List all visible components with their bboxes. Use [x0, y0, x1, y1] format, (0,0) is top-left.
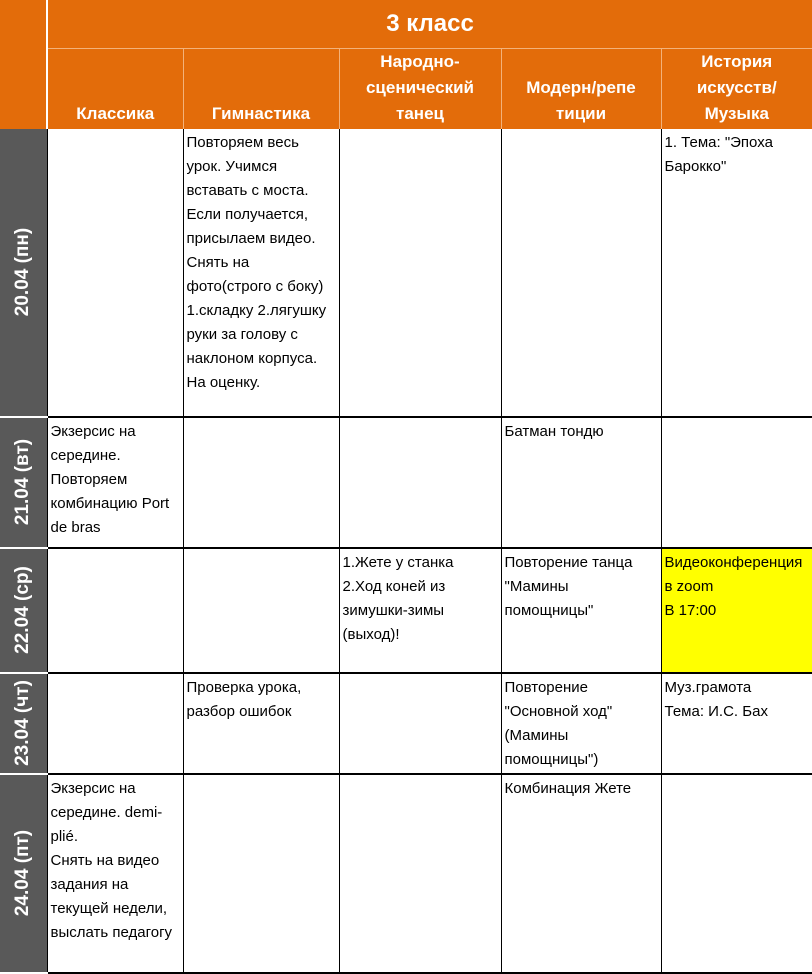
day-label: 21.04 (вт) — [12, 438, 34, 526]
col-header-folk-dance — [339, 48, 501, 129]
day-label-cell — [0, 774, 47, 973]
day-label-cell — [0, 129, 47, 417]
cell-text: Экзерсис на середине. demi-plié. Снять на видео задания на текущей недели, выслать педагогу — [50, 779, 173, 941]
day-label: 22.04 (ср) — [12, 566, 34, 654]
table-cell — [339, 673, 501, 774]
table-cell — [501, 417, 661, 548]
table-cell — [47, 548, 183, 673]
table-cell — [47, 417, 183, 548]
table-cell — [661, 417, 812, 548]
table-row — [0, 673, 812, 774]
table-row — [0, 774, 812, 973]
table-cell — [183, 129, 339, 417]
cell-text: Повторение "Основной ход" (Мамины помощницы") — [504, 678, 613, 768]
table-cell — [661, 129, 812, 417]
cell-text: Повторение танца "Мамины помощницы" — [504, 553, 633, 619]
column-header-row — [0, 48, 812, 129]
table-cell — [47, 673, 183, 774]
table-row — [0, 548, 812, 673]
corner-cell — [0, 0, 47, 129]
col-header-gymnastics — [183, 48, 339, 129]
cell-text: 1. Тема: "Эпоха Барокко" — [664, 133, 773, 175]
cell-text: Батман тондю — [504, 422, 604, 440]
table-cell — [183, 774, 339, 973]
day-label-cell — [0, 548, 47, 673]
table-cell — [183, 673, 339, 774]
cell-text: Экзерсис на середине. Повторяем комбинацию Port de bras — [50, 422, 170, 536]
table-cell — [47, 774, 183, 973]
cell-text: Видеоконференция в zoom В 17:00 — [664, 553, 803, 619]
col-header-gymnastics-label: Гимнастика — [211, 103, 311, 123]
table-row — [0, 129, 812, 417]
cell-text: Проверка урока, разбор ошибок — [186, 678, 302, 720]
cell-text: Муз.грамота Тема: И.С. Бах — [664, 678, 768, 720]
table-cell — [501, 774, 661, 973]
col-header-folk-dance-label: Народно- сценический танец — [365, 51, 475, 123]
table-cell — [501, 548, 661, 673]
title-row — [0, 0, 812, 48]
table-cell — [661, 673, 812, 774]
col-header-classic — [47, 48, 183, 129]
cell-text: Комбинация Жете — [504, 779, 632, 797]
day-label: 24.04 (пт) — [12, 829, 34, 917]
table-row — [0, 417, 812, 548]
col-header-classic-label: Классика — [76, 103, 155, 123]
table-cell — [339, 417, 501, 548]
table-cell — [183, 548, 339, 673]
col-header-history-music — [661, 48, 812, 129]
table-cell — [501, 673, 661, 774]
highlighted-cell — [661, 548, 812, 673]
day-label: 20.04 (пн) — [12, 227, 34, 317]
table-cell — [339, 774, 501, 973]
day-label: 23.04 (чт) — [12, 680, 34, 766]
col-header-history-music-label: История искусств/ Музыка — [696, 51, 777, 123]
table-cell — [501, 129, 661, 417]
cell-text: 1.Жете у станка 2.Ход коней из зимушки-зимы (выход)! — [342, 553, 454, 643]
table-cell — [183, 417, 339, 548]
cell-text: Повторяем весь урок. Учимся вставать с моста. Если получается, присылаем видео. Снять на фото(строго с боку) 1.складку 2.лягушку руки за голову с наклоном корпуса. На оценку. — [186, 133, 327, 391]
table-cell — [339, 129, 501, 417]
class-title: 3 класс — [47, 0, 812, 48]
day-label-cell — [0, 417, 47, 548]
col-header-modern — [501, 48, 661, 129]
table-cell — [661, 774, 812, 973]
day-label-cell — [0, 673, 47, 774]
col-header-modern-label: Модерн/репе тиции — [526, 77, 636, 123]
table-cell — [47, 129, 183, 417]
table-cell — [339, 548, 501, 673]
